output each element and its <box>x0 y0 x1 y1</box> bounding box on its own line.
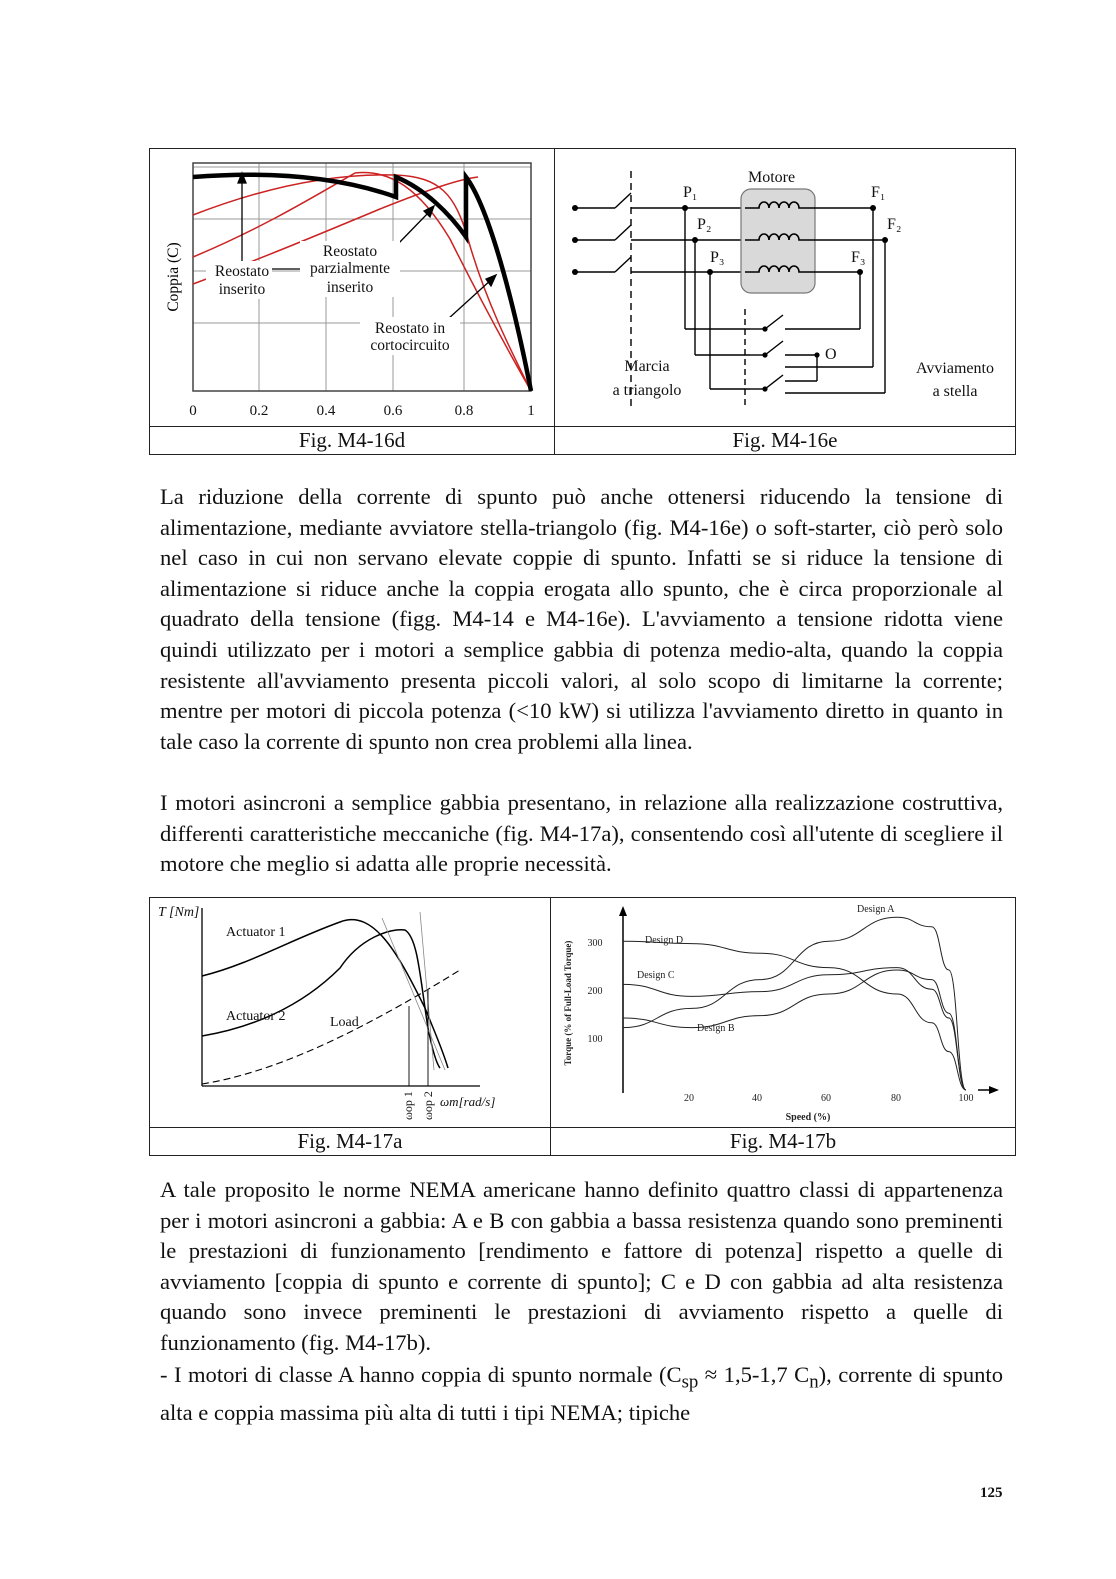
label-reostato-inserito-2: inserito <box>218 281 266 298</box>
paragraph-2b <box>160 1360 1003 1429</box>
y-axis-label-17b: Torque (% of Full-Load Torque) <box>563 940 573 1066</box>
x-tick-100: 100 <box>958 1093 974 1104</box>
curve-design-c <box>623 968 966 1090</box>
label-avviamento-2: a stella <box>932 383 978 400</box>
caption-fig-m4-16d: Fig. M4-16d <box>150 427 555 455</box>
label-corto-2: cortocircuito <box>370 337 450 354</box>
class-a-text-1: - I motori di classe A hanno coppia di spunto normale (C <box>160 1362 682 1387</box>
x-arrowhead <box>989 1086 999 1094</box>
x-tick-4: 0.8 <box>454 403 474 419</box>
arrow-reostato-parziale <box>396 211 430 246</box>
label-wm: ωm[rad/s] <box>440 1094 496 1109</box>
subscript-sp: sp <box>681 1371 699 1393</box>
class-a-text-3: ), corrente di spunto alta e coppia massima più alta di tutti i tipi NEMA; tipiche <box>160 1362 1003 1426</box>
curve-design-d <box>623 941 966 1090</box>
fig-m4-16e-diagram <box>555 149 1015 421</box>
subscript-n: n <box>809 1371 819 1393</box>
figure-table-1 <box>149 148 1016 455</box>
label-avviamento-1: Avviamento <box>916 360 994 377</box>
label-corto-1: Reostato in <box>374 320 446 337</box>
label-wop2: ωop 2 <box>421 1091 435 1120</box>
label-parziale-1: Reostato <box>322 243 378 260</box>
x-tick-80: 80 <box>891 1093 901 1104</box>
label-p3: P₃ <box>710 249 725 266</box>
label-o: O <box>825 346 837 363</box>
caption-fig-m4-17a: Fig. M4-17a <box>150 1128 551 1156</box>
label-reostato-inserito-1: Reostato <box>214 263 270 280</box>
label-marcia-1: Marcia <box>624 358 670 375</box>
curve-actuator-2 <box>202 930 440 1068</box>
label-wop1: ωop 1 <box>401 1091 415 1120</box>
y-tick-100: 100 <box>587 1034 603 1045</box>
class-a-text-2: ≈ 1,5-1,7 C <box>698 1362 810 1387</box>
curve-design-b <box>623 970 966 1090</box>
y-axis-label: Coppia (C) <box>165 242 182 312</box>
y-tick-200: 200 <box>587 986 603 997</box>
arrowhead-3 <box>486 275 496 286</box>
fig-m4-16e-cell <box>555 149 1016 427</box>
label-f3: F₃ <box>851 249 866 266</box>
label-p1: P₁ <box>683 184 698 201</box>
y-arrowhead <box>619 906 627 916</box>
page-number: 125 <box>980 1485 1003 1501</box>
label-design-c: Design C <box>637 970 675 981</box>
label-f2: F₂ <box>887 216 902 233</box>
x-tick-60: 60 <box>821 1093 831 1104</box>
paragraph-2a: A tale proposito le norme NEMA americane hanno definito quattro classi di appartenenza per i motori asincroni a gabbia: A e B con gabbia a bassa resistenza quando sono preminenti le prestazioni di funzionamento [rendimento e fattore di potenza] rispetto a quelle di avviamento [coppia di spunto e corrente di spunto]; C e D con gabbia ad alta resistenza quando sono invece preminenti le prestazioni di avviamento rispetto a quelle di funzionamento (fig. M4-17b). <box>160 1177 1003 1355</box>
fig-m4-17b-cell <box>551 898 1016 1128</box>
label-f1: F₁ <box>871 184 886 201</box>
x-tick-20: 20 <box>684 1093 694 1104</box>
y-tick-300: 300 <box>587 938 603 949</box>
x-tick-5: 1 <box>527 403 535 419</box>
label-marcia-2: a triangolo <box>612 382 682 399</box>
x-axis-label-17b: Speed (%) <box>785 1112 831 1122</box>
label-load: Load <box>330 1015 359 1030</box>
figure-table-2 <box>149 897 1016 1156</box>
x-tick-0: 0 <box>189 403 197 419</box>
label-torque: T [Nm] <box>158 905 200 920</box>
fig-m4-17a-chart <box>150 898 550 1122</box>
caption-fig-m4-17b: Fig. M4-17b <box>551 1128 1016 1156</box>
arrow-reostato-corto <box>448 279 492 319</box>
fig-m4-17b-chart <box>551 898 1015 1122</box>
paragraph-1a: La riduzione della corrente di spunto può anche ottenersi riducendo la tensione di alimentazione, mediante avviatore stella-triangolo (fig. M4-16e) o soft-starter, ciò però solo nel caso in cui non servano elevate coppie di spunto. Infatti se si riduce la tensione di alimentazione si riduce anche la coppia erogata allo spunto, che è circa proporzionale al quadrato della tensione (figg. M4-14 e M4-16e). L'avviamento a tensione ridotta viene quindi utilizzato per i motori a semplice gabbia di potenza medio-alta, quando la coppia resistente all'avviamento presenta piccoli valori, al solo scopo di limitarne la corrente; mentre per motori di piccola potenza (<10 kW) si utilizza l'avviamento diretto in quanto in tale caso la corrente di spunto non crea problemi alla linea. <box>160 484 1003 754</box>
label-parziale-3: inserito <box>326 279 374 296</box>
paragraph-1b: I motori asincroni a semplice gabbia presentano, in relazione alla realizzazione costruttiva, differenti caratteristiche meccaniche (fig. M4-17a), consentendo così all'utente di scegliere il motore che meglio si adatta alle proprie necessità. <box>160 790 1003 877</box>
label-actuator-1: Actuator 1 <box>226 925 286 940</box>
label-design-d: Design D <box>645 935 684 946</box>
caption-fig-m4-16e: Fig. M4-16e <box>555 427 1016 455</box>
x-tick-2: 0.4 <box>316 403 336 419</box>
fig-m4-16d-cell <box>150 149 555 427</box>
label-parziale-2: parzialmente <box>309 260 391 277</box>
curve-actuator-1 <box>202 920 448 1068</box>
fig-m4-17a-cell <box>150 898 551 1128</box>
label-design-a: Design A <box>857 904 895 915</box>
fig-m4-16d-chart <box>150 149 554 421</box>
x-tick-3: 0.6 <box>383 403 403 419</box>
label-p2: P₂ <box>697 216 712 233</box>
label-actuator-2: Actuator 2 <box>226 1009 286 1024</box>
x-tick-40: 40 <box>752 1093 762 1104</box>
tangent-1 <box>382 918 445 1070</box>
x-tick-1: 0.2 <box>249 403 269 419</box>
label-design-b: Design B <box>697 1023 735 1034</box>
label-motore: Motore <box>748 169 796 186</box>
